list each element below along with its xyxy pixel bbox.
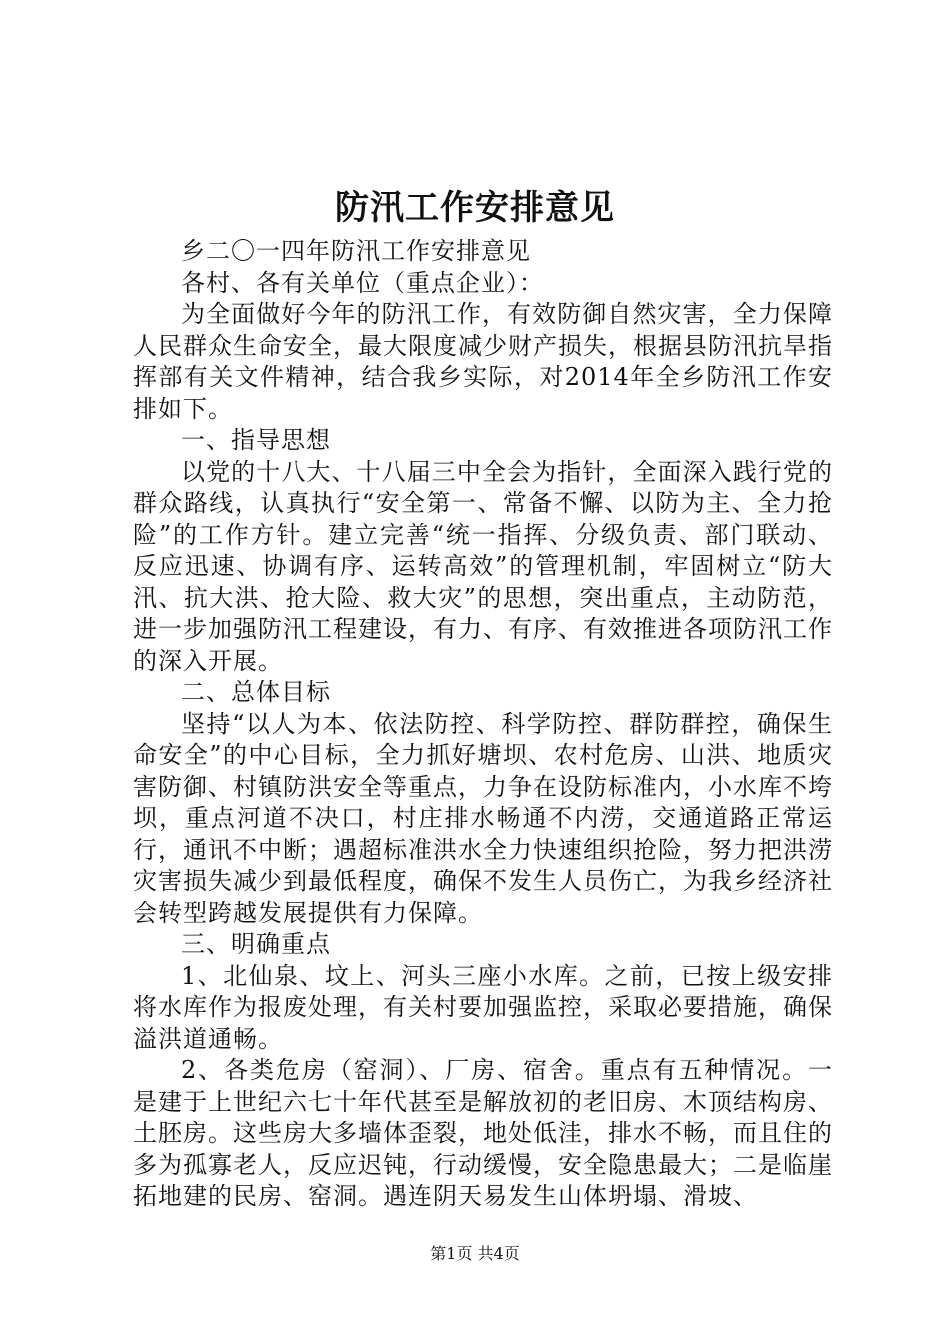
paragraph-intro: 为全面做好今年的防汛工作，有效防御自然灾害，全力保障人民群众生命安全，最大限度减少财产损失，根据县防汛抗旱指挥部有关文件精神，结合我乡实际，对2014年全乡防汛工作安排如下。 [133, 300, 833, 423]
paragraph-guiding-thought: 以党的十八大、十八届三中全会为指针，全面深入践行党的群众路线，认真执行“安全第一、常备不懈、以防为主、全力抢险”的工作方针。建立完善“统一指挥、分级负责、部门联动、反应迅速、协调有序、运转高效”的管理机制，牢固树立“防大汛、抗大洪、抢大险、救大灾”的思想，突出重点，主动防范，进一步加强防汛工程建设，有力、有序、有效推进各项防汛工作的深入开展。 [133, 457, 833, 675]
page-footer: 第1页 共4页 [430, 1244, 520, 1263]
document-title: 防汛工作安排意见 [335, 188, 615, 228]
section-heading-key-points: 三、明确重点 [181, 930, 331, 958]
section-heading-guiding-thought: 一、指导思想 [181, 426, 331, 454]
paragraph-overall-goal: 坚持“以人为本、依法防控、科学防控、群防群控，确保生命安全”的中心目标，全力抓好塘坝、农村危房、山洪、地质灾害防御、村镇防洪安全等重点，力争在设防标准内，小水库不垮坝，重点河道不决口，村庄排水畅通不内涝，交通道路正常运行，通讯不中断；遇超标准洪水全力快速组织抢险，努力把洪涝灾害损失减少到最低程度，确保不发生人员伤亡，为我乡经济社会转型跨越发展提供有力保障。 [133, 709, 833, 927]
paragraph-key-point-2: 2、各类危房（窑洞）、厂房、宿舍。重点有五种情况。一是建于上世纪六七十年代甚至是解放初的老旧房、木顶结构房、土胚房。这些房大多墙体歪裂，地处低洼，排水不畅，而且住的多为孤寡老人，反应迟钝，行动缓慢，安全隐患最大；二是临崖拓地建的民房、窑洞。遇连阴天易发生山体坍塌、滑坡、 [133, 1056, 833, 1210]
document-body [133, 236, 833, 1213]
paragraph-heading-line: 乡二〇一四年防汛工作安排意见 [181, 237, 531, 265]
paragraph-key-point-1: 1、北仙泉、坟上、河头三座小水库。之前，已按上级安排将水库作为报废处理，有关村要加强监控，采取必要措施，确保溢洪道通畅。 [133, 961, 833, 1053]
section-heading-overall-goal: 二、总体目标 [181, 678, 331, 706]
paragraph-recipients: 各村、各有关单位（重点企业）： [181, 268, 544, 297]
